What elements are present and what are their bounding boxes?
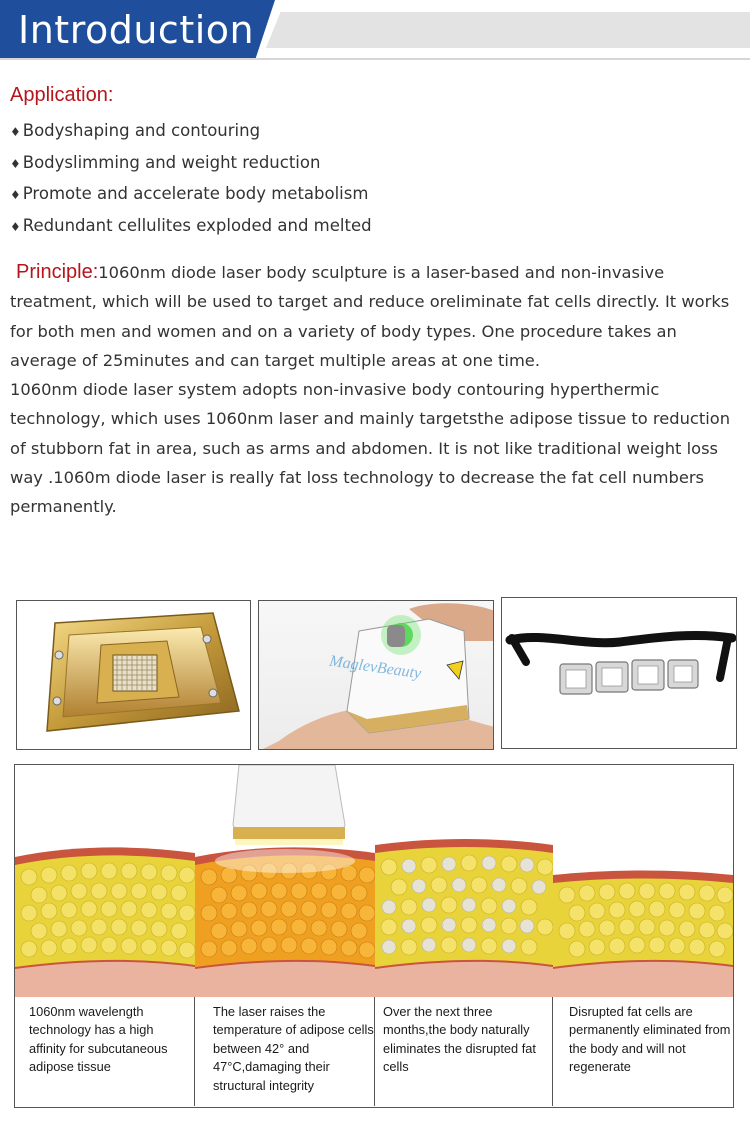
step-caption: Over the next three months,the body naturally eliminates the disrupted fat cells bbox=[383, 1004, 536, 1075]
application-heading: Application: bbox=[10, 84, 114, 106]
principle-label: Principle: bbox=[16, 261, 99, 283]
step-caption: Disrupted fat cells are permanently eliminated from the body and will not regenerate bbox=[569, 1004, 731, 1075]
header-bar bbox=[266, 12, 750, 48]
diamond-bullet-icon: ♦ bbox=[10, 188, 21, 202]
page-title: Introduction bbox=[18, 8, 255, 52]
belt-illustration bbox=[502, 598, 737, 749]
principle-paragraph-2: 1060nm diode laser system adopts non-invasive body contouring hyperthermic technology, which uses 1060nm laser and mainly targetsthe adipose tissue to reduction of stubborn fat in area, such as arms and abdomen. It is not like traditional weight loss way .1060m diode laser is really fat loss technology to decrease the fat cell numbers permanently. bbox=[10, 380, 731, 517]
heated-fat-tissue-illustration bbox=[195, 765, 375, 997]
product-photo-belt-applicators bbox=[501, 597, 737, 749]
diamond-bullet-icon: ♦ bbox=[10, 125, 21, 139]
disrupted-fat-tissue-illustration bbox=[375, 765, 553, 997]
step-2 bbox=[195, 765, 375, 1106]
diamond-bullet-icon: ♦ bbox=[10, 156, 21, 171]
watermark-text: MaglevBeauty bbox=[328, 652, 423, 683]
step-3 bbox=[375, 765, 553, 1106]
product-photo-handpiece-in-hand bbox=[258, 600, 494, 750]
list-item-text: Promote and accelerate body metabolism bbox=[22, 184, 369, 203]
list-item bbox=[10, 211, 372, 243]
header-divider bbox=[0, 58, 750, 60]
list-item-text: Redundant cellulites exploded and melted bbox=[22, 215, 372, 235]
application-list bbox=[10, 116, 372, 242]
fat-tissue-illustration bbox=[15, 765, 195, 997]
step-caption: 1060nm wavelength technology has a high affinity for subcutaneous adipose tissue bbox=[29, 1004, 168, 1075]
step-4 bbox=[553, 765, 733, 1106]
gold-plate-illustration bbox=[17, 601, 251, 750]
step-1 bbox=[15, 765, 195, 1106]
product-photo-handpiece-plate bbox=[16, 600, 251, 750]
reduced-fat-tissue-illustration bbox=[553, 765, 733, 997]
step-caption: The laser raises the temperature of adipose cells between 42° and 47°C,damaging their structural integrity bbox=[213, 1004, 374, 1093]
list-item bbox=[10, 179, 372, 211]
list-item-text: Bodyshaping and contouring bbox=[22, 121, 261, 140]
list-item bbox=[10, 148, 372, 180]
diamond-bullet-icon: ♦ bbox=[10, 219, 21, 234]
list-item-text: Bodyslimming and weight reduction bbox=[22, 152, 321, 172]
principle-section bbox=[10, 258, 746, 522]
fat-reduction-steps-diagram bbox=[14, 764, 734, 1108]
list-item bbox=[10, 116, 372, 148]
principle-paragraph-1: 1060nm diode laser body sculpture is a laser-based and non-invasive treatment, which will be used to target and reduce oreliminate fat cells directly. It works for both men and women and on a variety of body types. One procedure takes an average of 25minutes and can target multiple areas at one time. bbox=[10, 263, 730, 370]
page-header bbox=[0, 0, 750, 60]
